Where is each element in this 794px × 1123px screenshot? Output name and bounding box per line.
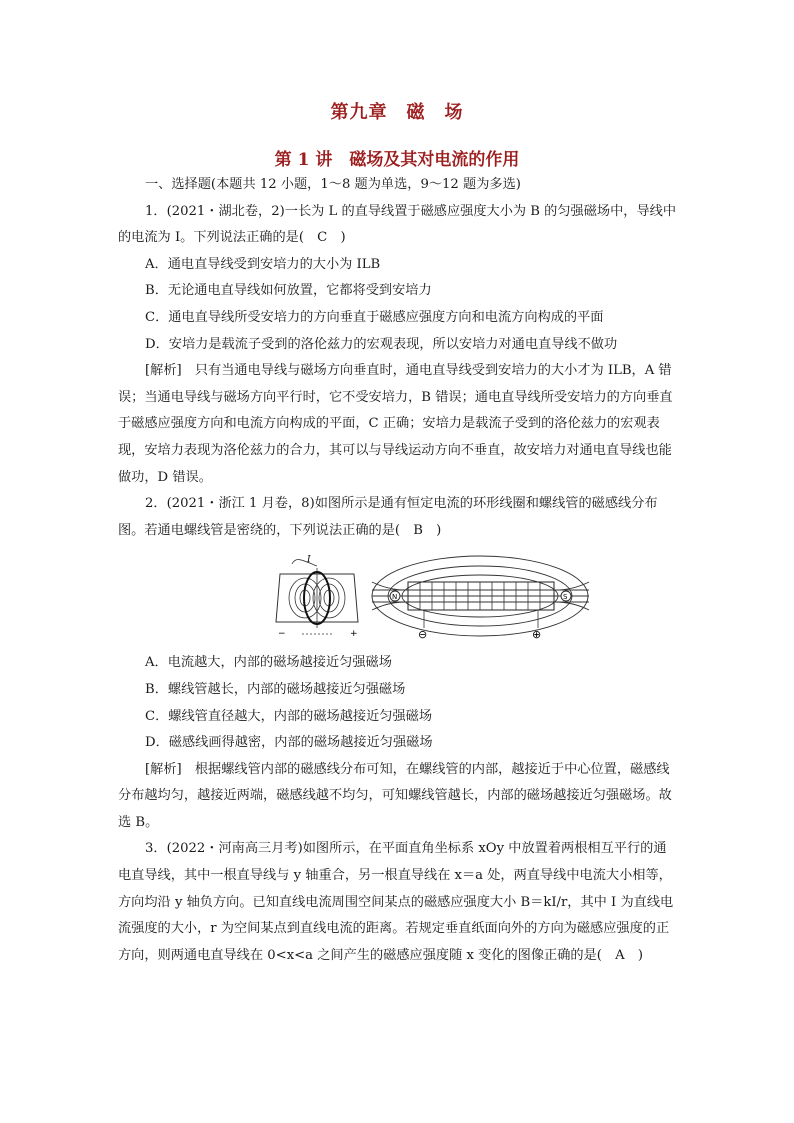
q2-figure	[118, 552, 678, 642]
chapter-title: 第九章 磁 场	[330, 102, 464, 123]
coil-minus-label: −	[278, 629, 286, 640]
q2-option-b: B．螺线管越长，内部的磁场越接近匀强磁场	[145, 681, 406, 697]
terminal-minus-label: ⊖	[418, 628, 428, 642]
q2-option-a: A．电流越大，内部的磁场越接近匀强磁场	[145, 655, 392, 671]
q1-analysis: [解析] 只有当通电导线与磁场方向垂直时，通电直导线受到安培力的大小才为 ILB，A 错误；当通电导线与磁场方向平行时，它不受安培力，B 错误；通电直导线所受安培力的方向垂直于磁感应强度方向和电流方向构成的平面，C 正确；安培力是载流子受到的洛伦兹力的宏观表现，安培力表现为洛伦兹力的合力，其可以与导线运动方向不垂直，故安培力对通电直导线也能做功，D 错误。	[118, 363, 673, 485]
south-pole-label: S	[563, 593, 568, 602]
terminal-plus-label: ⊕	[532, 628, 542, 642]
section-intro: 一、选择题(本题共 12 小题，1～8 题为单选，9～12 题为多选)	[145, 177, 521, 192]
q2-stem: 2．(2021・浙江 1 月卷，8)如图所示是通有恒定电流的环形线圈和螺线管的磁感线分布图。若通电螺线管是密绕的，下列说法正确的是( B )	[118, 496, 658, 538]
q1-option-b: B．无论通电直导线如何放置，它都将受到安培力	[145, 283, 432, 299]
q1-option-a: A．通电直导线受到安培力的大小为 ILB	[145, 256, 381, 272]
q2-analysis: [解析] 根据螺线管内部的磁感线分布可知，在螺线管的内部，越接近于中心位置，磁感线分布越均匀，越接近两端，磁感线越不均匀，可知螺线管越长，内部的磁场越接近匀强磁场。故选 B。	[118, 761, 672, 830]
q1-option-d: D．安培力是载流子受到的洛伦兹力的宏观表现，所以安培力对通电直导线不做功	[145, 336, 618, 352]
north-pole-label: N	[392, 593, 398, 602]
lesson-title: 第 1 讲 磁场及其对电流的作用	[274, 150, 520, 170]
q3-stem: 3．(2022・河南高三月考)如图所示，在平面直角坐标系 xOy 中放置着两根相互平行的通电直导线，其中一根直导线与 y 轴重合，另一根直导线在 x＝a 处，两直导线中电流大小相等，方向均沿 y 轴负方向。已知直线电流周围空间某点的磁感应强度大小 B＝kI/r，其中 I 为直线电流强度的大小，r 为空间某点到直线电流的距离。若规定垂直纸面向外的方向为磁感应强度的正方向，则两通电直导线在 0<x<a 之间产生的磁感应强度随 x 变化的图像正确的是( A )	[118, 841, 674, 963]
q2-option-d: D．磁感线画得越密，内部的磁场越接近匀强磁场	[145, 735, 433, 751]
current-label: I	[307, 555, 311, 566]
q1-option-c: C．通电直导线所受安培力的方向垂直于磁感应强度方向和电流方向构成的平面	[145, 309, 604, 325]
ring-coil-diagram	[272, 552, 362, 642]
q2-option-c: C．螺线管直径越大，内部的磁场越接近匀强磁场	[145, 708, 433, 724]
q1-stem: 1．(2021・湖北卷，2)一长为 L 的直导线置于磁感应强度大小为 B 的匀强磁场中，导线中的电流为 I。下列说法正确的是( C )	[118, 203, 677, 246]
solenoid-diagram	[368, 552, 593, 642]
content-body	[118, 172, 678, 969]
coil-plus-label: +	[350, 629, 358, 640]
